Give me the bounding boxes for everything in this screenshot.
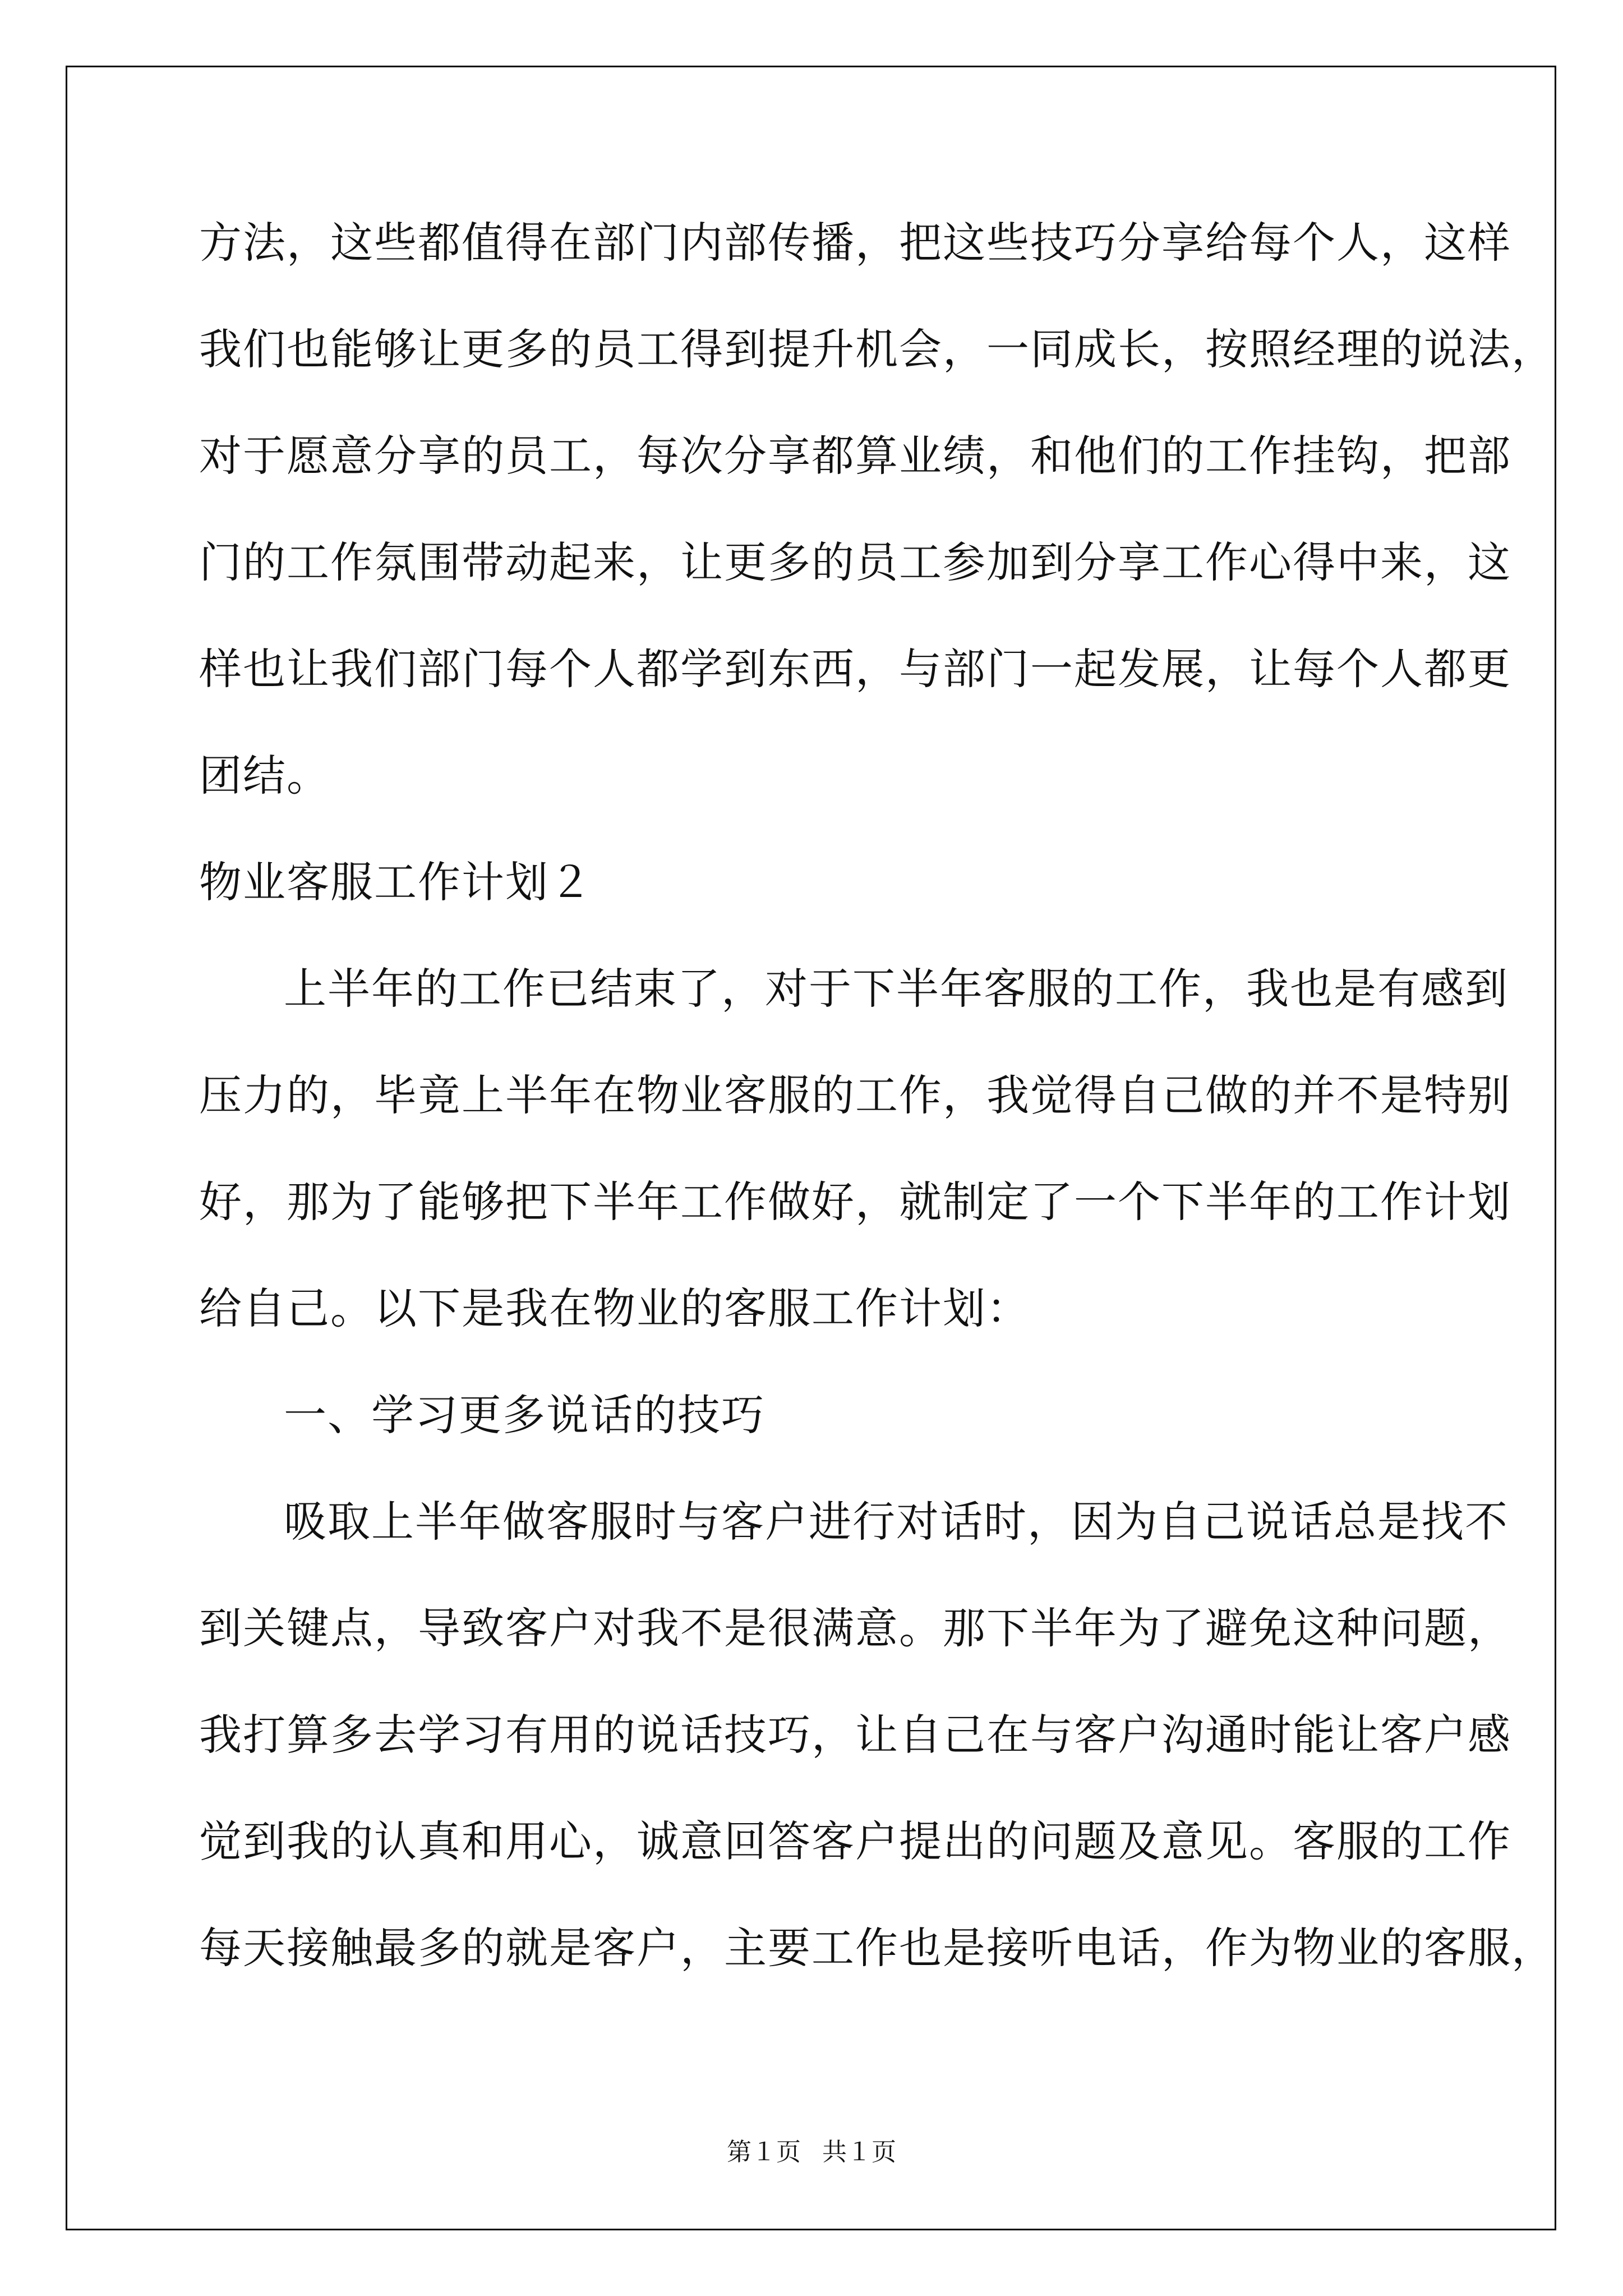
text-line-16: 觉到我的认真和用心，诚意回答客户提出的问题及意见。客服的工作	[199, 1816, 1511, 1866]
text-line-6: 团结。	[199, 751, 330, 800]
text-line-10: 好，那为了能够把下半年工作做好，就制定了一个下半年的工作计划	[199, 1177, 1511, 1227]
page-footer	[0, 2132, 1623, 2168]
page-border	[66, 66, 1556, 2230]
text-line-14: 到关键点，导致客户对我不是很满意。那下半年为了避免这种问题，	[199, 1603, 1511, 1653]
page-number: 第１页	[727, 2138, 801, 2166]
text-line-9: 压力的，毕竟上半年在物业客服的工作，我觉得自己做的并不是特别	[199, 1070, 1511, 1120]
text-line-1: 方法，这些都值得在部门内部传播，把这些技巧分享给每个人，这样	[199, 218, 1511, 268]
text-line-3: 对于愿意分享的员工，每次分享都算业绩，和他们的工作挂钩，把部	[199, 431, 1511, 481]
text-line-8: 上半年的工作已结束了，对于下半年客服的工作，我也是有感到	[284, 964, 1509, 1014]
text-line-13: 吸取上半年做客服时与客户进行对话时，因为自己说话总是找不	[284, 1497, 1509, 1547]
section-title: 物业客服工作计划２	[199, 857, 593, 907]
text-line-5: 样也让我们部门每个人都学到东西，与部门一起发展，让每个人都更	[199, 644, 1511, 694]
text-line-17: 每天接触最多的就是客户，主要工作也是接听电话，作为物业的客服，	[199, 1923, 1555, 1973]
text-line-2: 我们也能够让更多的员工得到提升机会，一同成长，按照经理的说法，	[199, 324, 1555, 374]
text-line-4: 门的工作氛围带动起来，让更多的员工参加到分享工作心得中来，这	[199, 537, 1511, 587]
subsection-heading: 一、学习更多说话的技巧	[284, 1390, 765, 1440]
text-line-15: 我打算多去学习有用的说话技巧，让自己在与客户沟通时能让客户感	[199, 1710, 1511, 1760]
page-total: 共１页	[822, 2138, 896, 2166]
text-line-11: 给自己。以下是我在物业的客服工作计划：	[199, 1283, 1030, 1333]
